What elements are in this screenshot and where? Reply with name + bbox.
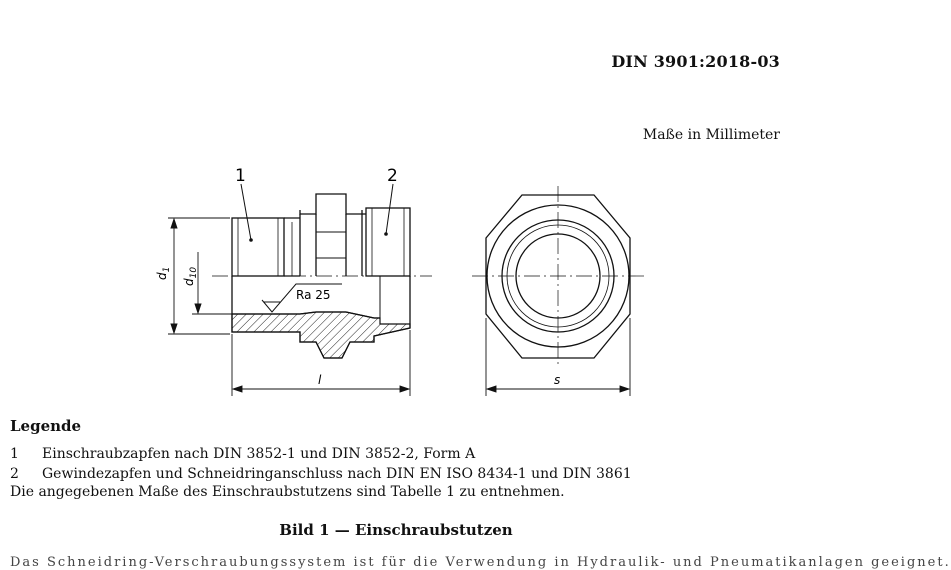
legend-item: [10, 445, 632, 465]
technical-drawing: [0, 150, 792, 412]
end-view: [472, 186, 644, 366]
legend-list: [10, 445, 632, 484]
units-note: Maße in Millimeter: [642, 127, 780, 143]
figure-caption: Bild 1 — Einschraubstutzen: [279, 521, 513, 539]
d1-label: $d_1$: [155, 266, 172, 280]
legend-title: Legende: [10, 417, 82, 435]
section-hatch: [232, 312, 410, 358]
d10-label: $d_{10}$: [182, 266, 199, 286]
width-label: s: [554, 373, 561, 387]
legend-item-number: 2: [10, 465, 19, 482]
callout-2: 2: [387, 166, 398, 186]
legend-item-text: Gewindezapfen und Schneidringanschluss nach DIN EN ISO 8434-1 und DIN 3861: [42, 465, 632, 482]
document-id: DIN 3901:2018-03: [611, 52, 780, 71]
callout-1: 1: [235, 166, 246, 186]
dimension-d10: [192, 252, 232, 314]
legend-item-number: 1: [10, 446, 19, 462]
length-label: l: [318, 373, 322, 387]
legend-note: Die angegebenen Maße des Einschraubstutzens sind Tabelle 1 zu entnehmen.: [10, 484, 565, 500]
cut-off-paragraph: Das Schneidring-Verschraubungssystem ist für die Verwendung in Hydraulik- und Pneumatikanlagen geeignet.: [10, 555, 951, 570]
legend-item-text: Einschraubzapfen nach DIN 3852-1 und DIN 3852-2, Form A: [42, 446, 476, 462]
legend-item: [10, 465, 632, 485]
roughness-label: Ra 25: [296, 288, 331, 302]
